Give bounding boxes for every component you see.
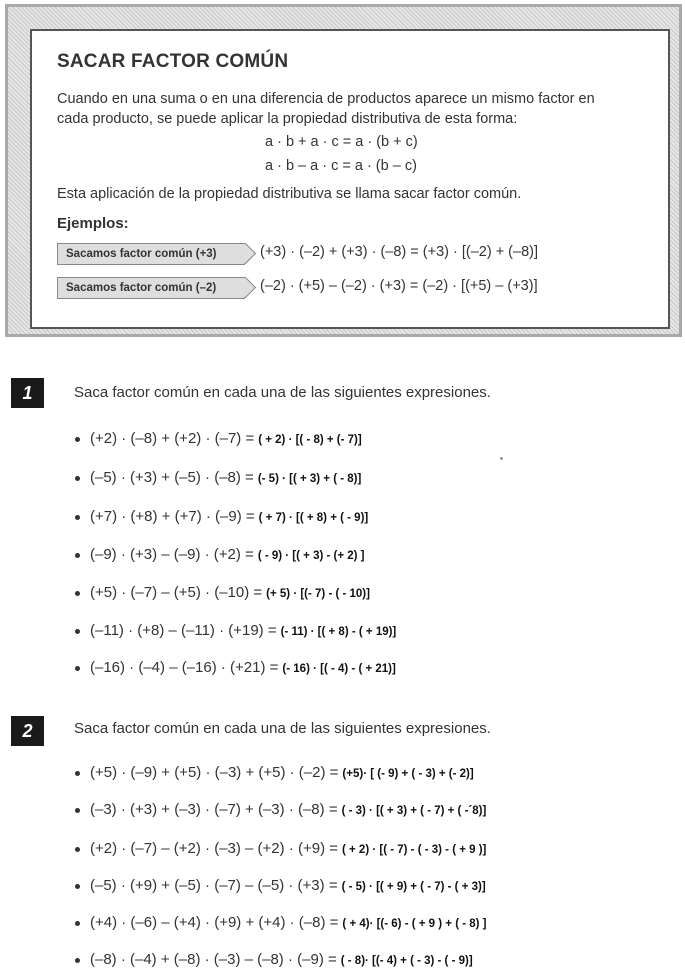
exercise-2-title: Saca factor común en cada una de las siguientes expresiones. [74,720,491,737]
bullet-icon [75,553,80,558]
formula-sum: a · b + a · c = a · (b + c) [265,134,418,150]
item-expression: (+5) · (–9) + (+5) · (–3) + (+5) · (–2) = [90,764,339,781]
item-answer: ( - 5) · [( + 9) + ( - 7) - ( + 3)] [341,881,486,893]
tag-arrow-icon [235,243,256,264]
exercise-2-item [75,801,486,818]
bullet-icon [75,629,80,634]
tag-arrow-icon [235,277,256,298]
bullet-icon [75,921,80,926]
exercise-1-item [75,430,362,447]
item-answer: (- 16) · [( - 4) - ( + 21)] [282,663,396,675]
item-expression: (–16) · (–4) – (–16) · (+21) = [90,659,279,676]
item-answer: (- 11) · [( + 8) - ( + 19)] [280,626,397,638]
example-tag-2 [57,277,245,299]
item-expression: (+7) · (+8) + (+7) · (–9) = [90,508,255,525]
item-answer: ( - 3) · [( + 3) + ( - 7) + ( -´8)] [341,805,487,817]
exercise-2-item [75,951,473,968]
example-tag-text: Sacamos factor común (+3) [66,248,217,260]
theory-box [30,29,670,329]
box-title: SACAR FACTOR COMÚN [57,51,289,72]
bullet-icon [75,476,80,481]
example-tag-text: Sacamos factor común (–2) [66,282,217,294]
exercise-2-item [75,764,474,781]
example-expression-1: (+3) · (–2) + (+3) · (–8) = (+3) · [(–2) + (–8)] [260,244,538,260]
item-answer: ( + 2) · [( - 8) + (- 7)] [258,434,362,446]
bullet-icon [75,847,80,852]
formula-difference: a · b – a · c = a · (b – c) [265,158,417,174]
intro-line-2: cada producto, se puede aplicar la propiedad distributiva de esta forma: [57,111,518,127]
exercise-1-item [75,622,396,639]
theory-frame [5,4,682,337]
bullet-icon [75,515,80,520]
item-answer: ( + 2) · [( - 7) - ( - 3) - ( + 9 )] [342,844,487,856]
item-expression: (–3) · (+3) + (–3) · (–7) + (–3) · (–8) = [90,801,338,818]
exercise-2-number: 2 [11,716,44,746]
exercise-1-item [75,546,365,563]
example-expression-2: (–2) · (+5) – (–2) · (+3) = (–2) · [(+5) – (+3)] [260,278,538,294]
intro-line-1: Cuando en una suma o en una diferencia de productos aparece un mismo factor en [57,91,595,107]
bullet-icon [75,771,80,776]
exercise-1-item [75,659,396,676]
item-answer: ( + 7) · [( + 8) + ( - 9)] [258,512,369,524]
exercise-2-item [75,840,486,857]
bullet-icon [75,437,80,442]
item-answer: (+5)· [ (- 9) + ( - 3) + (- 2)] [342,768,474,780]
item-expression: (–11) · (+8) – (–11) · (+19) = [90,622,277,639]
exercise-1-item [75,584,370,601]
exercise-2-item [75,877,486,894]
item-expression: (–9) · (+3) – (–9) · (+2) = [90,546,254,563]
exercise-1-item [75,508,368,525]
item-expression: (+4) · (–6) – (+4) · (+9) + (+4) · (–8) = [90,914,339,931]
bullet-icon [75,958,80,963]
item-expression: (+2) · (–8) + (+2) · (–7) = [90,430,255,447]
item-expression: (+5) · (–7) – (+5) · (–10) = [90,584,263,601]
exercise-1-item [75,469,361,486]
item-expression: (+2) · (–7) – (+2) · (–3) – (+2) · (+9) = [90,840,338,857]
examples-label: Ejemplos: [57,215,129,232]
exercise-1-title: Saca factor común en cada una de las siguientes expresiones. [74,384,491,401]
definition-text: Esta aplicación de la propiedad distributiva se llama sacar factor común. [57,186,522,202]
bullet-icon [75,591,80,596]
scan-speck [500,457,503,460]
item-expression: (–8) · (–4) + (–8) · (–3) – (–8) · (–9) = [90,951,337,968]
bullet-icon [75,666,80,671]
item-answer: ( - 9) · [( + 3) - (+ 2) ] [257,550,365,562]
item-expression: (–5) · (+9) + (–5) · (–7) – (–5) · (+3) = [90,877,338,894]
bullet-icon [75,808,80,813]
item-answer: ( + 4)· [(- 6) - ( + 9 ) + ( - 8) ] [342,918,487,930]
item-answer: (+ 5) · [(- 7) - ( - 10)] [266,588,370,600]
intro-text [57,89,657,129]
exercise-2-item [75,914,487,931]
item-answer: ( - 8)· [(- 4) + ( - 3) - ( - 9)] [340,955,473,967]
item-answer: (- 5) · [( + 3) + ( - 8)] [257,473,362,485]
bullet-icon [75,884,80,889]
item-expression: (–5) · (+3) + (–5) · (–8) = [90,469,254,486]
exercise-1-number: 1 [11,378,44,408]
example-tag-1 [57,243,245,265]
